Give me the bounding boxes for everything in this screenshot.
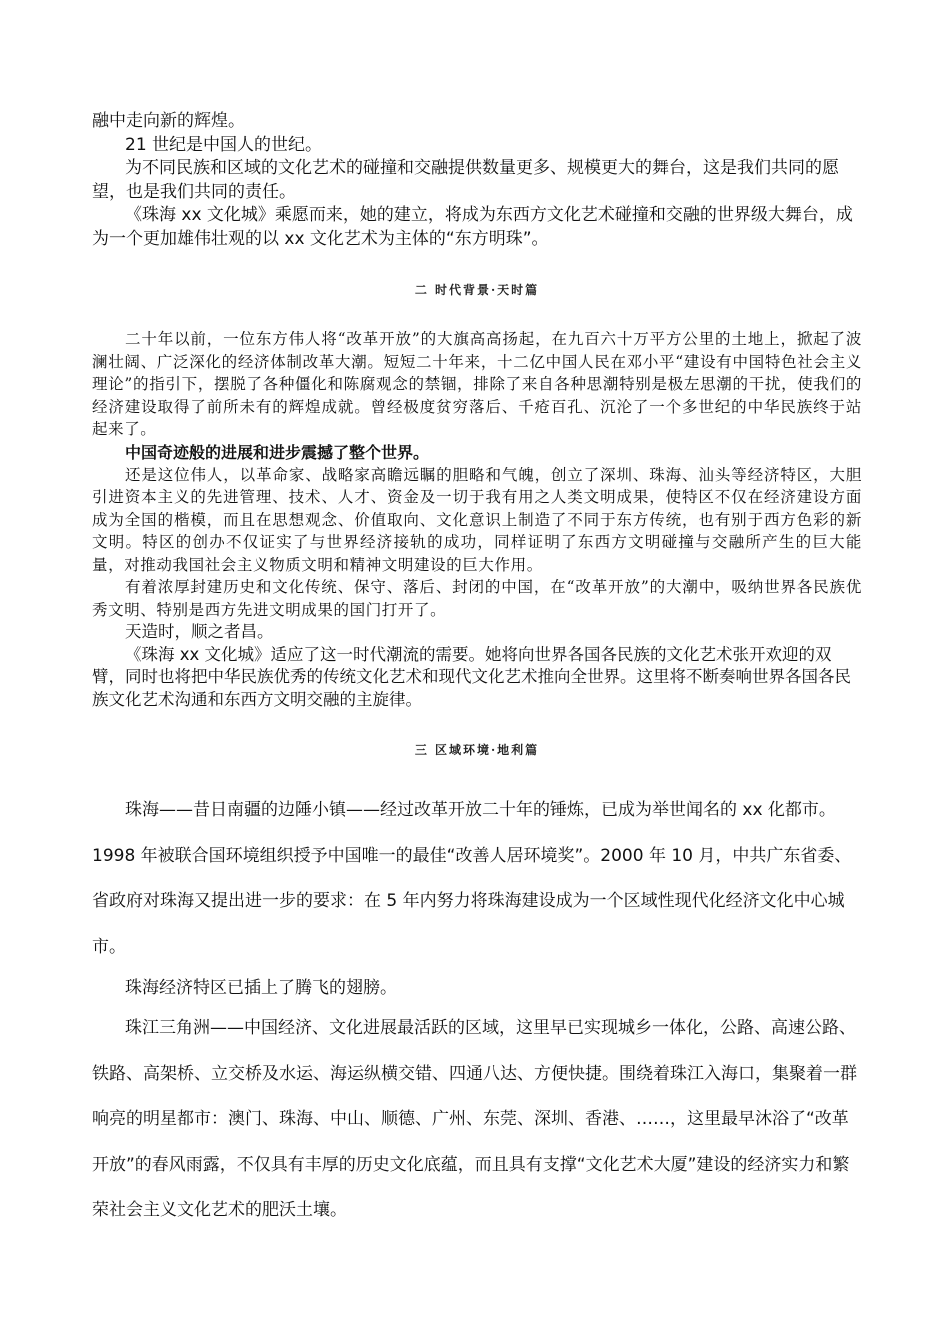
paragraph: 珠海经济特区已插上了腾飞的翅膀。 [125,978,397,998]
paragraph: 融中走向新的辉煌。 [92,111,245,131]
paragraph: 为不同民族和区域的文化艺术的碰撞和交融提供数量更多、规模更大的舞台，这是我们共同的愿望，也是我们共同的责任。 [92,158,839,202]
document-page [92,110,862,1234]
paragraph: 《珠海 xx 文化城》适应了这一时代潮流的需要。她将向世界各国各民族的文化艺术张开欢迎的双臂，同时也将把中华民族优秀的传统文化艺术和现代文化艺术推向全世界。这里将不断奏响世界各国各民族文化艺术沟通和东西方文明交融的主旋律。 [92,644,851,709]
section-regional-environment [92,788,862,1234]
paragraph: 21 世纪是中国人的世纪。 [125,134,323,155]
section-heading-era-background: 二 时代背景·天时篇 [414,283,540,297]
paragraph: 珠海——昔日南疆的边陲小镇——经过改革开放二十年的锤炼，已成为举世闻名的 xx 化都市。1998 年被联合国环境组织授予中国唯一的最佳“改善人居环境奖”。2000 年 10 月，中共广东省委、省政府对珠海又提出进一步的要求：在 5 年内努力将珠海建设成为一个区域性现代化经济文化中心城市。 [92,800,852,957]
paragraph: 有着浓厚封建历史和文化传统、保守、落后、封闭的中国，在“改革开放”的大潮中，吸纳世界各民族优秀文明、特别是西方先进文明成果的国门打开了。 [92,578,862,619]
section-intro-continued [92,110,862,251]
paragraph-emphasis: 中国奇迹般的进展和进步震撼了整个世界。 [125,442,430,462]
paragraph: 天造时，顺之者昌。 [125,622,274,641]
section-era-background [92,328,862,711]
paragraph: 《珠海 xx 文化城》乘愿而来，她的建立，将成为东西方文化艺术碰撞和交融的世界级大舞台，成为一个更加雄伟壮观的以 xx 文化艺术为主体的“东方明珠”。 [92,205,853,249]
paragraph: 还是这位伟人，以革命家、战略家高瞻远瞩的胆略和气魄，创立了深圳、珠海、汕头等经济特区，大胆引进资本主义的先进管理、技术、人才、资金及一切于我有用之人类文明成果，使特区不仅在经济建设方面成为全国的楷模，而且在思想观念、价值取向、文化意识上制造了不同于东方传统，也有别于西方色彩的新文明。特区的创办不仅证实了与世界经济接轨的成功，同样证明了东西方文明碰撞与交融所产生的巨大能量，对推动我国社会主义物质文明和精神文明建设的巨大作用。 [92,465,862,574]
paragraph: 二十年以前，一位东方伟人将“改革开放”的大旗高高扬起，在九百六十万平方公里的土地上，掀起了波澜壮阔、广泛深化的经济体制改革大潮。短短二十年来，十二亿中国人民在邓小平“建设有中国特色社会主义理论”的指引下，摆脱了各种僵化和陈腐观念的禁锢，排除了来自各种思潮特别是极左思潮的干扰，使我们的经济建设取得了前所未有的辉煌成就。曾经极度贫穷落后、千疮百孔、沉沦了一个多世纪的中华民族终于站起来了。 [92,330,862,438]
section-heading-regional-environment: 三 区域环境·地利篇 [414,743,540,757]
paragraph: 珠江三角洲——中国经济、文化进展最活跃的区域，这里早已实现城乡一体化，公路、高速公路、铁路、高架桥、立交桥及水运、海运纵横交错、四通八达、方便快捷。围绕着珠江入海口，集聚着一群响亮的明星都市：澳门、珠海、中山、顺德、广州、东莞、深圳、香港、……，这里最早沐浴了“改革开放”的春风雨露，不仅具有丰厚的历史文化底蕴，而且具有支撑“文化艺术大厦”建设的经济实力和繁荣社会主义文化艺术的肥沃土壤。 [92,1018,857,1220]
